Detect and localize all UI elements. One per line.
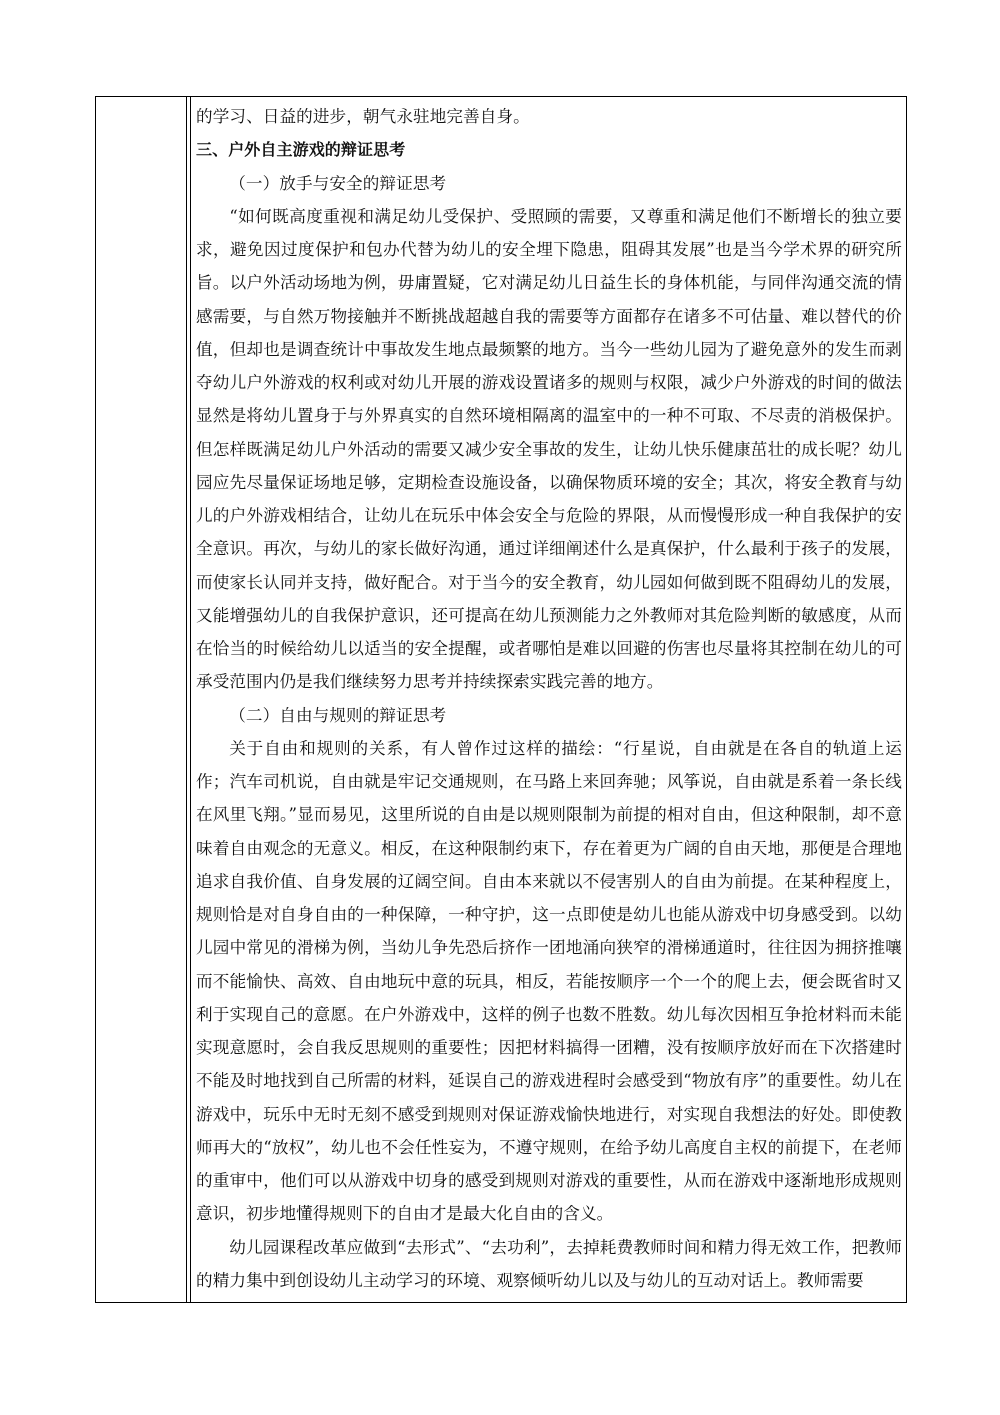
table-left-cell <box>96 97 186 1302</box>
column-divider <box>186 97 187 1302</box>
paragraph-2: 关于自由和规则的关系，有人曾作过这样的描绘：“行星说，自由就是在各自的轨道上运作；汽车司机说，自由就是牢记交通规则，在马路上来回奔驰；风筝说，自由就是系着一条长线在风里飞翔。”显而易见，这里所说的自由是以规则限制为前提的相对自由，但这种限制，却不意味着自由观念的无意义。相反，在这种限制约束下，存在着更为广阔的自由天地，那便是合理地追求自我价值、自身发展的辽阔空间。自由本来就以不侵害别人的自由为前提。在某种程度上，规则恰是对自身自由的一种保障，一种守护，这一点即使是幼儿也能从游戏中切身感受到。以幼儿园中常见的滑梯为例，当幼儿争先恐后挤作一团地涌向狭窄的滑梯通道时，往往因为拥挤推嚷而不能愉快、高效、自由地玩中意的玩具，相反，若能按顺序一个一个的爬上去，便会既省时又利于实现自己的意愿。在户外游戏中，这样的例子也数不胜数。幼儿每次因相互争抢材料而未能实现意愿时，会自我反思规则的重要性；因把材料搞得一团糟，没有按顺序放好而在下次搭建时不能及时地找到自己所需的材料，延误自己的游戏进程时会感受到“物放有序”的重要性。幼儿在游戏中，玩乐中无时无刻不感受到规则对保证游戏愉快地进行，对实现自我想法的好处。即使教师再大的“放权”，幼儿也不会任性妄为，不遵守规则，在给予幼儿高度自主权的前提下，在老师的重审中，他们可以从游戏中切身的感受到规则对游戏的重要性，从而在游戏中逐渐地形成规则意识，初步地懂得规则下的自由才是最大化自由的含义。 <box>196 738 902 1224</box>
paragraph-1: “如何既高度重视和满足幼儿受保护、受照顾的需要，又尊重和满足他们不断增长的独立要求，避免因过度保护和包办代替为幼儿的安全埋下隐患，阻碍其发展”也是当今学术界的研究所旨。以户外活动场地为例，毋庸置疑，它对满足幼儿日益生长的身体机能，与同伴沟通交流的情感需要，与自然万物接触并不断挑战超越自我的需要等方面都存在诸多不可估量、难以替代的价值，但却也是调查统计中事故发生地点最频繁的地方。当今一些幼儿园为了避免意外的发生而剥夺幼儿户外游戏的权利或对幼儿开展的游戏设置诸多的规则与权限，减少户外游戏的时间的做法显然是将幼儿置身于与外界真实的自然环境相隔离的温室中的一种不可取、不尽责的消极保护。但怎样既满足幼儿户外活动的需要又减少安全事故的发生，让幼儿快乐健康茁壮的成长呢？幼儿园应先尽量保证场地足够，定期检查设施设备，以确保物质环境的安全；其次，将安全教育与幼儿的户外游戏相结合，让幼儿在玩乐中体会安全与危险的界限，从而慢慢形成一种自我保护的安全意识。再次，与幼儿的家长做好沟通，通过详细阐述什么是真保护，什么最利于孩子的发展，而使家长认同并支持，做好配合。对于当今的安全教育，幼儿园如何做到既不阻碍幼儿的发展，又能增强幼儿的自我保护意识，还可提高在幼儿预测能力之外教师对其危险判断的敏感度，从而在恰当的时候给幼儿以适当的安全提醒，或者哪怕是难以回避的伤害也尽量将其控制在幼儿的可承受范围内仍是我们继续努力思考并持续探索实践完善的地方。 <box>196 206 902 692</box>
column-divider <box>190 97 191 1302</box>
subsection-heading-1: （一）放手与安全的辩证思考 <box>229 173 447 193</box>
paragraph-3: 幼儿园课程改革应做到“去形式”、“去功利”，去掉耗费教师时间和精力得无效工作，把教师的精力集中到创设幼儿主动学习的环境、观察倾听幼儿以及与幼儿的互动对话上。教师需要 <box>196 1237 902 1290</box>
section-heading: 三、户外自主游戏的辩证思考 <box>196 140 406 160</box>
document-table <box>95 96 907 1303</box>
document-body <box>196 100 902 1297</box>
subsection-heading-2: （二）自由与规则的辩证思考 <box>229 705 447 725</box>
opening-line: 的学习、日益的进步，朝气永驻地完善自身。 <box>196 107 530 126</box>
